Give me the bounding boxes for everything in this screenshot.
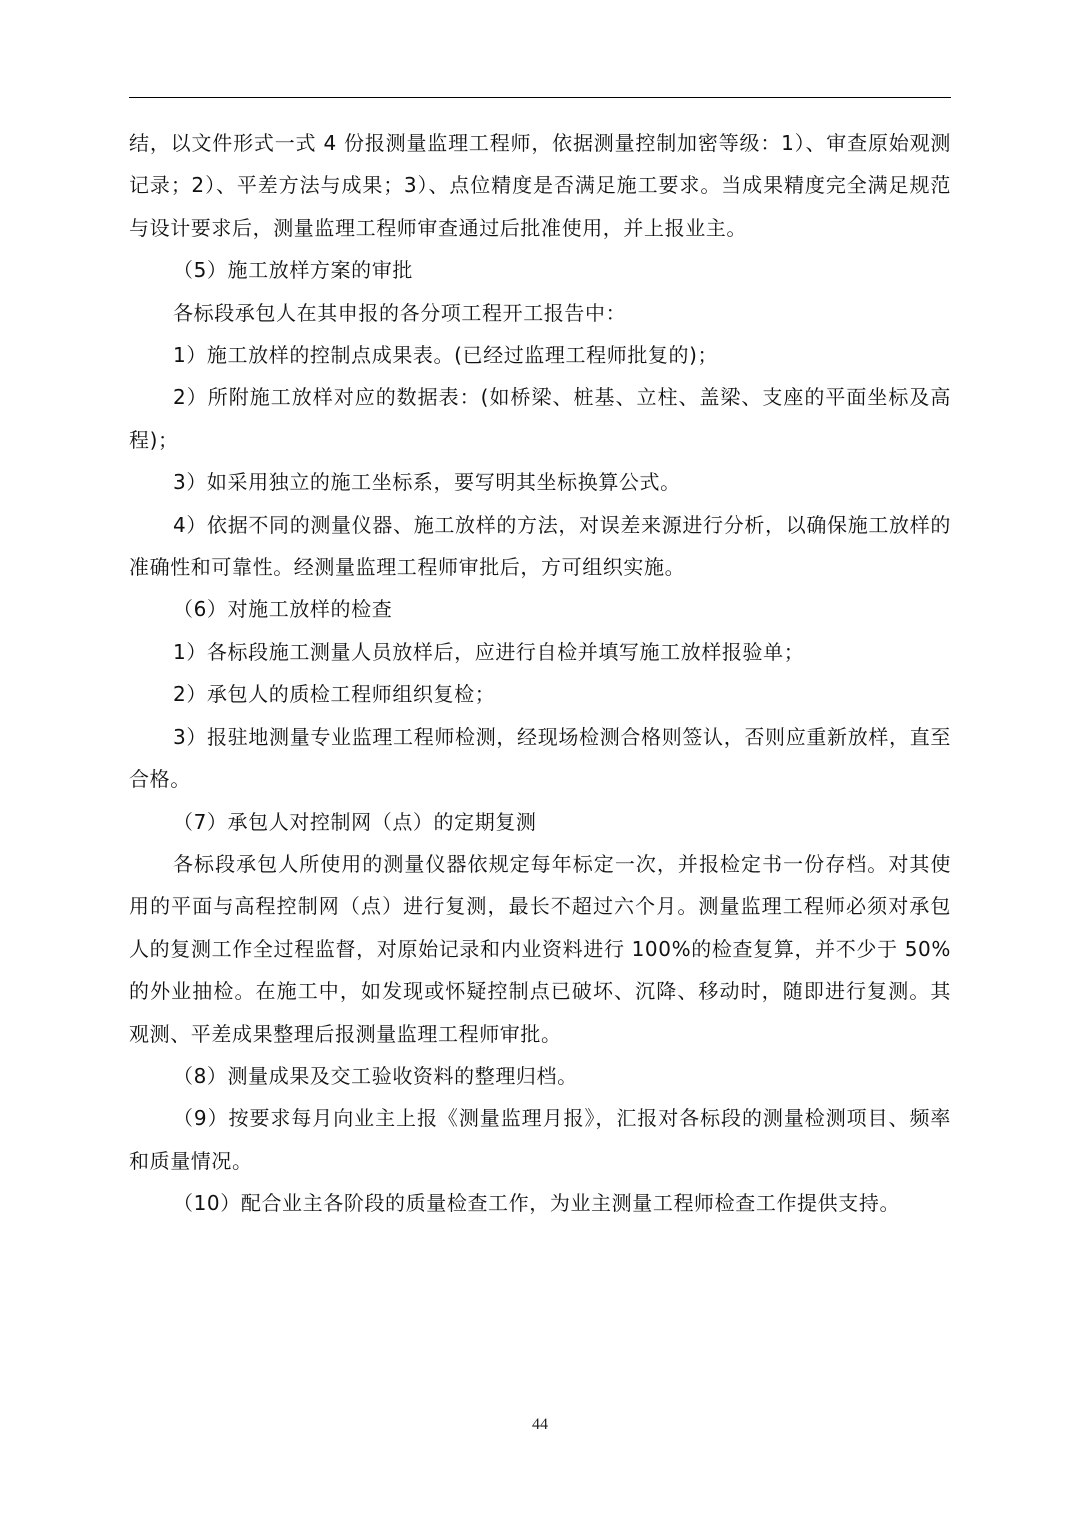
section-heading-9: （9）按要求每月向业主上报《测量监理月报》，汇报对各标段的测量检测项目、频率和质量情况。 xyxy=(129,1106,951,1173)
list-item: 3）报驻地测量专业监理工程师检测，经现场检测合格则签认，否则应重新放样，直至合格。 xyxy=(129,724,951,792)
section-heading-8: （8）测量成果及交工验收资料的整理归档。 xyxy=(173,1063,578,1088)
list-item: 3）如采用独立的施工坐标系，要写明其坐标换算公式。 xyxy=(173,470,681,495)
list-item: 1）各标段施工测量人员放样后，应进行自检并填写施工放样报验单； xyxy=(173,639,805,664)
list-item: 1）施工放样的控制点成果表。(已经过监理工程师批复的)； xyxy=(173,343,719,368)
section-heading-7: （7）承包人对控制网（点）的定期复测 xyxy=(173,809,537,834)
header-rule xyxy=(129,97,951,98)
document-body xyxy=(129,122,951,1225)
page-number: 44 xyxy=(532,1416,548,1433)
paragraph-intro: 各标段承包人在其申报的各分项工程开工报告中： xyxy=(173,300,627,325)
list-item: 4）依据不同的测量仪器、施工放样的方法，对误差来源进行分析，以确保施工放样的准确性和可靠性。经测量监理工程师审批后，方可组织实施。 xyxy=(129,512,951,580)
section-heading-10: （10）配合业主各阶段的质量检查工作，为业主测量工程师检查工作提供支持。 xyxy=(173,1191,901,1216)
paragraph-1: 结，以文件形式一式 4 份报测量监理工程师，依据测量控制加密等级：1）、审查原始观测记录；2）、平差方法与成果；3）、点位精度是否满足施工要求。当成果精度完全满足规范与设计要求后，测量监理工程师审查通过后批准使用，并上报业主。 xyxy=(129,131,951,240)
list-item: 2）承包人的质检工程师组织复检； xyxy=(173,682,496,707)
paragraph-body: 各标段承包人所使用的测量仪器依规定每年标定一次，并报检定书一份存档。对其使用的平面与高程控制网（点）进行复测，最长不超过六个月。测量监理工程师必须对承包人的复测工作全过程监督，对原始记录和内业资料进行 100%的检查复算，并不少于 50%的外业抽检。在施工中，如发现或怀疑控制点已破坏、沉降、移动时，随即进行复测。其观测、平差成果整理后报测量监理工程师审批。 xyxy=(129,851,951,1046)
list-item: 2）所附施工放样对应的数据表：(如桥梁、桩基、立柱、盖梁、支座的平面坐标及高程)； xyxy=(129,385,951,452)
section-heading-6: （6）对施工放样的检查 xyxy=(173,597,393,622)
section-heading-5: （5）施工放样方案的审批 xyxy=(173,258,413,283)
